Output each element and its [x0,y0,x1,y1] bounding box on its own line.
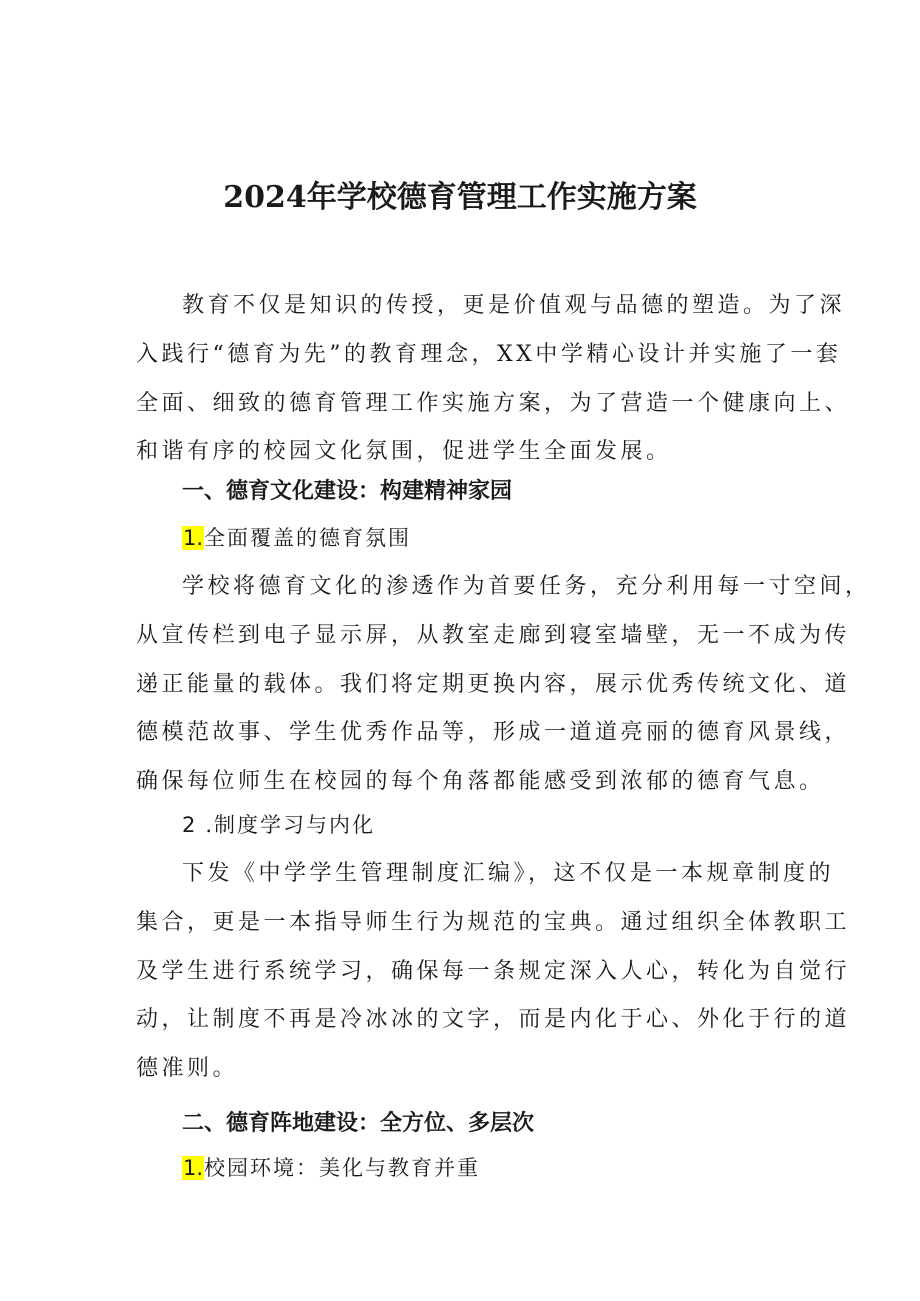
body-line: 从宣传栏到电子显示屏，从教室走廊到寝室墙壁，无一不成为传 [136,622,851,648]
body-line: 确保每位师生在校园的每个角落都能感受到浓郁的德育气息。 [136,769,825,795]
item-number: 2 [182,813,196,837]
item-number: 1. [183,526,204,550]
body-line: 德模范故事、学生优秀作品等，形成一道道亮丽的德育风景线， [136,720,851,746]
item-number: 1. [183,1156,204,1180]
intro-line: 教育不仅是知识的传授，更是价值观与品德的塑造。为了深 [182,293,846,318]
document-title: 2024年学校德育管理工作实施方案 [223,180,697,215]
section1-item1-heading [182,518,411,558]
item-title: .制度学习与内化 [205,813,376,837]
section1-item2-heading [182,805,375,845]
section2-item1-heading [182,1148,480,1188]
item-title: 校园环境：美化与教育并重 [204,1156,481,1180]
intro-line: 入践行“德育为先”的教育理念，XX中学精心设计并实施了一套 [136,341,842,367]
intro-paragraph [136,282,851,477]
section1-item1-paragraph [136,563,871,807]
body-line: 集合，更是一本指导师生行为规范的宝典。通过组织全体教职工 [136,909,851,935]
body-line: 学校将德育文化的渗透作为首要任务，充分利用每一寸空间， [182,574,871,599]
section1-heading: 一、德育文化建设：构建精神家园 [182,479,513,504]
item-title: 全面覆盖的德育氛围 [204,526,412,550]
section1-item2-paragraph [136,850,851,1094]
intro-line: 全面、细致的德育管理工作实施方案，为了营造一个健康向上、 [136,390,851,416]
body-line: 动，让制度不再是冷冰冰的文字，而是内化于心、外化于行的道 [136,1007,851,1033]
intro-line: 和谐有序的校园文化氛围，促进学生全面发展。 [136,439,672,465]
body-line: 德准则。 [136,1056,239,1082]
body-line: 下发《中学学生管理制度汇编》，这不仅是一本规章制度的 [182,861,835,886]
body-line: 及学生进行系统学习，确保每一条规定深入人心，转化为自觉行 [136,958,851,984]
section2-heading: 二、德育阵地建设：全方位、多层次 [182,1111,535,1136]
body-line: 递正能量的载体。我们将定期更换内容，展示优秀传统文化、道 [136,671,851,697]
